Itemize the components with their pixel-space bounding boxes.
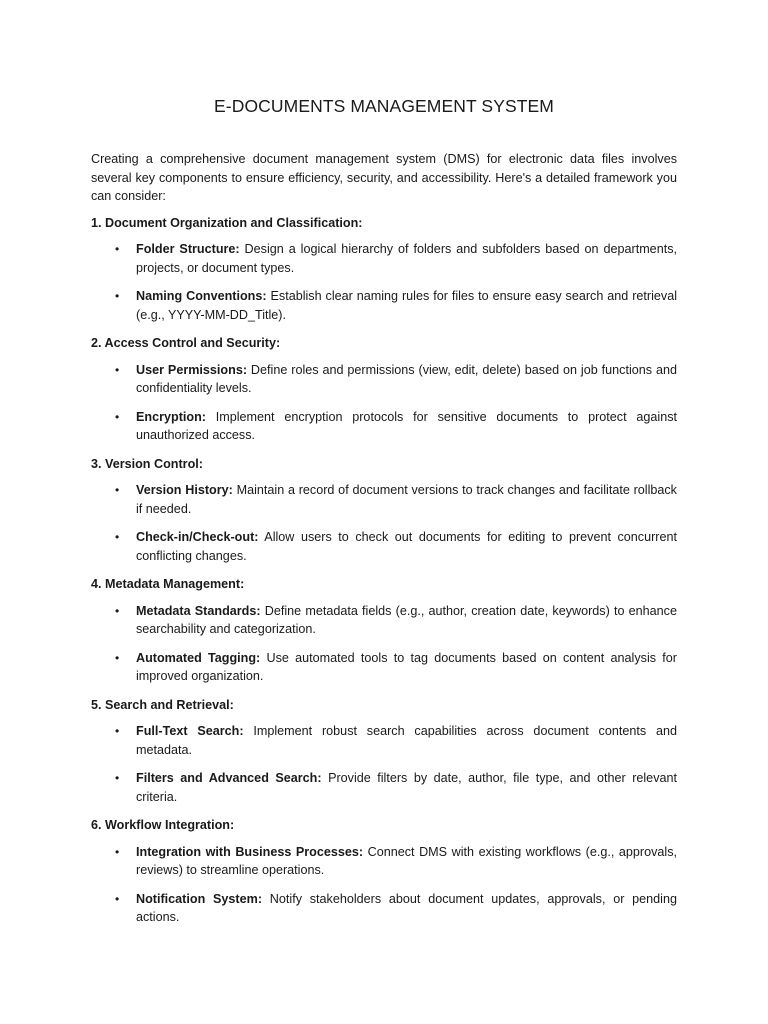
- item-text: Maintain a record of document versions to track changes and facilitate rollback if needed.: [136, 483, 677, 516]
- section-6: [91, 816, 677, 927]
- bullet-icon: •: [115, 530, 120, 544]
- section-heading: 2. Access Control and Security:: [91, 336, 281, 350]
- item-text: Connect DMS with existing workflows (e.g., approvals, reviews) to streamline operations.: [136, 844, 677, 877]
- item-text: Notify stakeholders about document updates, approvals, or pending actions.: [136, 891, 677, 924]
- item-text: Provide filters by date, author, file type, and other relevant criteria.: [136, 771, 677, 804]
- item-term: Integration with Business Processes:: [136, 844, 364, 859]
- item-term: Filters and Advanced Search:: [136, 771, 322, 785]
- section-5: [91, 696, 677, 807]
- section-3: [91, 455, 677, 566]
- section-2: [91, 334, 677, 445]
- document-title: E-DOCUMENTS MANAGEMENT SYSTEM: [214, 96, 554, 116]
- list-item: [91, 408, 677, 445]
- list-item: [91, 528, 677, 565]
- item-text: Define metadata fields (e.g., author, creation date, keywords) to enhance searchability and categorization.: [136, 603, 677, 636]
- list-item: [91, 602, 677, 639]
- list-item: [91, 361, 677, 398]
- list-item: [91, 240, 677, 277]
- bullet-icon: •: [115, 242, 120, 256]
- intro-paragraph: Creating a comprehensive document management system (DMS) for electronic data files involves several key components to ensure efficiency, security, and accessibility. Here's a detailed framework you can consider:: [91, 152, 677, 203]
- bullet-icon: •: [115, 483, 120, 497]
- section-4: [91, 575, 677, 686]
- section-heading: 3. Version Control:: [91, 456, 203, 471]
- list-item: [91, 649, 677, 686]
- item-term: Notification System:: [136, 891, 263, 906]
- item-text: Implement robust search capabilities across document contents and metadata.: [136, 724, 677, 757]
- bullet-icon: •: [115, 891, 120, 906]
- item-text: Implement encryption protocols for sensitive documents to protect against unauthorized access.: [136, 409, 677, 442]
- bullet-icon: •: [115, 409, 120, 424]
- item-term: User Permissions:: [136, 362, 248, 377]
- section-heading: 4. Metadata Management:: [91, 577, 245, 591]
- list-item: [91, 843, 677, 880]
- item-term: Naming Conventions:: [136, 289, 267, 303]
- item-term: Encryption:: [136, 409, 206, 424]
- item-term: Automated Tagging:: [136, 650, 261, 665]
- item-text: Design a logical hierarchy of folders and subfolders based on departments, projects, or document types.: [136, 242, 677, 275]
- item-text: Define roles and permissions (view, edit, delete) based on job functions and confidentiality levels.: [136, 362, 677, 395]
- section-heading: 1. Document Organization and Classification:: [91, 215, 363, 230]
- bullet-list: [91, 602, 677, 686]
- list-item: [91, 769, 677, 806]
- list-item: [91, 481, 677, 518]
- item-text: Allow users to check out documents for editing to prevent concurrent conflicting changes.: [136, 530, 677, 563]
- section-heading: 6. Workflow Integration:: [91, 818, 235, 832]
- bullet-icon: •: [115, 289, 120, 303]
- bullet-icon: •: [115, 771, 120, 785]
- bullet-list: [91, 240, 677, 324]
- bullet-list: [91, 722, 677, 806]
- list-item: [91, 722, 677, 759]
- item-term: Metadata Standards:: [136, 603, 261, 618]
- bullet-icon: •: [115, 650, 120, 665]
- bullet-list: [91, 481, 677, 565]
- item-term: Full-Text Search:: [136, 724, 244, 738]
- item-text: Establish clear naming rules for files to ensure easy search and retrieval (e.g., YYYY-MM-DD_Title).: [136, 289, 678, 322]
- section-heading: 5. Search and Retrieval:: [91, 697, 234, 712]
- item-term: Check-in/Check-out:: [136, 530, 259, 544]
- bullet-icon: •: [115, 844, 120, 859]
- list-item: [91, 890, 677, 927]
- bullet-list: [91, 361, 677, 445]
- bullet-list: [91, 843, 677, 927]
- bullet-icon: •: [115, 724, 120, 738]
- item-term: Version History:: [136, 483, 233, 497]
- bullet-icon: •: [115, 362, 120, 377]
- section-1: [91, 214, 677, 325]
- bullet-icon: •: [115, 603, 120, 618]
- item-term: Folder Structure:: [136, 242, 240, 256]
- list-item: [91, 287, 677, 324]
- item-text: Use automated tools to tag documents based on content analysis for improved organization.: [136, 650, 677, 683]
